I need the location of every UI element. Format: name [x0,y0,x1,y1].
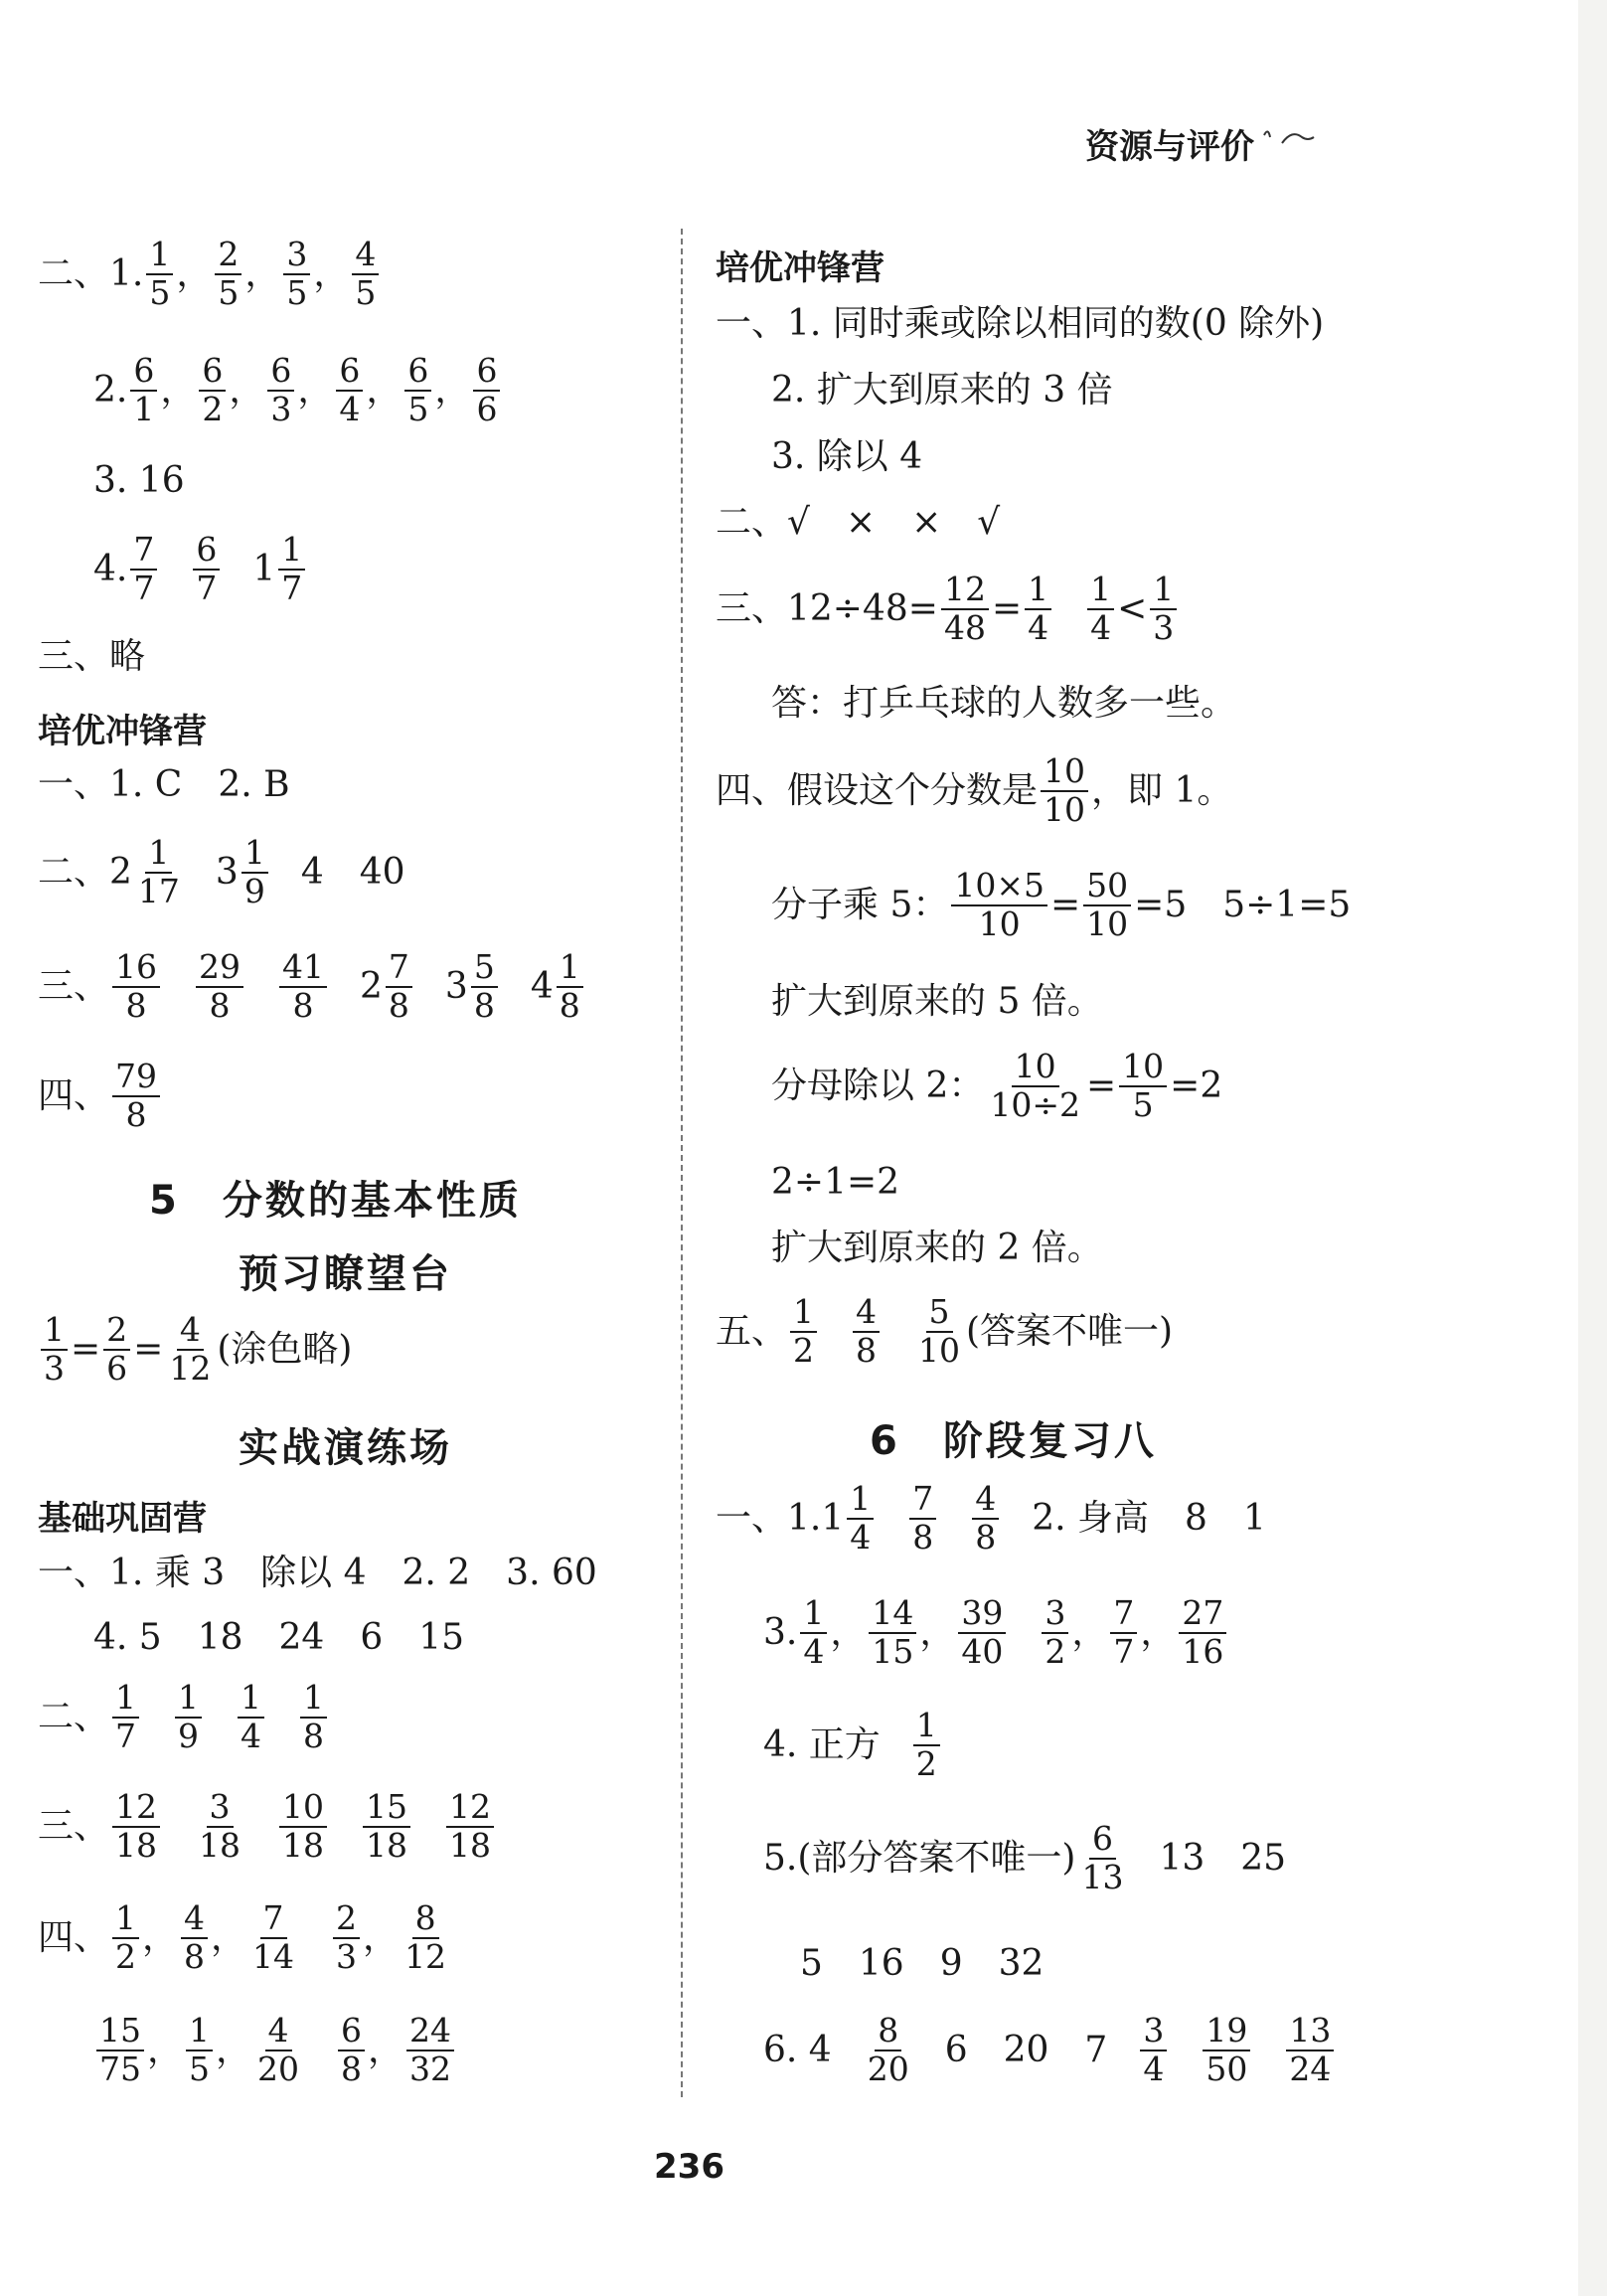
chapter-title: 6 阶段复习八 [870,1418,1157,1464]
fraction: $\frac{6}{3}$ [267,353,294,428]
answer-line: 二、 $\frac{1}{7}$ $\frac{1}{9}$ $\frac{1}{4}$ $\frac{1}{8}$ [38,1680,330,1755]
page-header: 资源与评价 [1085,127,1254,167]
fraction: $\frac{7}{7}$ [1110,1595,1137,1671]
fraction: $\frac{2}{3}$ [333,1900,360,1976]
fraction: $\frac{10}{5}$ [1119,1049,1167,1124]
fraction: $\frac{1}{3}$ [41,1312,68,1388]
answer-line: 4. $\frac{7}{7}$ $\frac{6}{7}$ 1 $\frac{1}{7}$ [93,532,308,607]
fraction: $\frac{10}{18}$ [279,1789,327,1865]
answer-line: 四、 $\frac{79}{8}$ [38,1059,163,1134]
answer-line: 扩大到原来的 2 倍。 [771,1228,1103,1268]
fraction: $\frac{3}{18}$ [199,1787,241,1865]
decorative-flourish-icon [1260,123,1320,153]
fraction: $\frac{2}{5}$ [215,237,241,312]
fraction: $\frac{1}{4}$ [1087,572,1114,647]
answer-line: 一、1. 乘 3 除以 4 2. 2 3. 60 [38,1553,597,1593]
fraction: $\frac{8}{20}$ [867,2011,909,2088]
fraction: $\frac{6}{13}$ [1081,1819,1124,1896]
answer-line: $\frac{15}{75}$ ， $\frac{1}{5}$ ， $\frac{4}{20}$ $\frac{6}{8}$ ， $\frac{24}{32}$ [93,2013,457,2088]
fraction: $\frac{1}{17}$ [137,833,180,910]
fraction: $\frac{6}{1}$ [130,353,157,428]
answer-line: 五、 $\frac{1}{2}$ $\frac{4}{8}$ $\frac{5}{10}$ (答案不唯一) [716,1292,1174,1370]
fraction: $\frac{1}{5}$ [146,237,173,312]
fraction: $\frac{5}{10}$ [918,1292,961,1370]
answer-line: 四、 $\frac{1}{2}$ ， $\frac{4}{8}$ ， $\frac{7}{14}$ $\frac{2}{3}$ ， $\frac{8}{12}$ [38,1900,452,1976]
fraction: $\frac{6}{2}$ [199,353,226,428]
fraction: $\frac{27}{16}$ [1179,1595,1226,1671]
fraction: $\frac{7}{8}$ [386,949,412,1025]
fraction: $\frac{39}{40}$ [958,1595,1006,1671]
answer-line: 答：打乒乓球的人数多一些。 [771,683,1237,724]
page-number: 236 [654,2147,724,2187]
fraction: $\frac{7}{7}$ [130,532,157,607]
fraction: $\frac{6}{4}$ [336,353,363,428]
answer-line: 二、 2 $\frac{1}{17}$ 3 $\frac{1}{9}$ 4 40 [38,833,405,910]
fraction: $\frac{1}{7}$ [278,532,305,607]
answer-line: $\frac{1}{3}$ = $\frac{2}{6}$ = $\frac{4}{12}$ (涂色略) [38,1312,352,1388]
fraction: $\frac{10}{10}$ [1041,753,1088,829]
fraction: $\frac{16}{8}$ [112,949,160,1025]
fraction: $\frac{1}{8}$ [557,949,583,1025]
fraction: $\frac{1}{4}$ [847,1481,874,1557]
fraction: $\frac{3}{2}$ [1042,1595,1068,1671]
fraction: $\frac{15}{18}$ [363,1789,410,1865]
answer-line: 一、1. 1 $\frac{1}{4}$ $\frac{7}{8}$ $\frac{4}{8}$ 2. 身高 8 1 [716,1479,1266,1557]
fraction: $\frac{29}{8}$ [196,949,243,1025]
answer-line: 5 16 9 32 [800,1943,1045,1984]
answer-line: 三、 $\frac{16}{8}$ $\frac{29}{8}$ $\frac{41}{8}$ 2 $\frac{7}{8}$ 3 $\frac{5}{8}$ 4 $\frac{1}{8}$ [38,949,586,1025]
fraction: $\frac{8}{12}$ [404,1898,447,1976]
answer-line: 一、1. 同时乘或除以相同的数(0 除外) [716,303,1325,344]
fraction: $\frac{7}{14}$ [252,1898,295,1976]
fraction: $\frac{1}{9}$ [241,835,268,910]
answer-line: 二、√ × × √ [716,502,1001,543]
fraction: $\frac{10}{10\div 2}$ [990,1047,1080,1124]
fraction: $\frac{1}{5}$ [186,2013,213,2088]
answer-line: 2. $\frac{6}{1}$ ， $\frac{6}{2}$ ， $\frac{6}{3}$ ， $\frac{6}{4}$ ， $\frac{6}{5}$ ， $\frac{6}{6}$ [93,353,503,428]
fraction: $\frac{1}{4}$ [238,1680,264,1755]
fraction: $\frac{1}{7}$ [112,1680,139,1755]
section-heading: 培优冲锋营 [38,712,207,751]
fraction: $\frac{1}{4}$ [1025,572,1051,647]
fraction: $\frac{1}{4}$ [800,1595,827,1671]
answer-line: 三、略 [38,636,146,677]
fraction: $\frac{12}{18}$ [446,1789,494,1865]
answer-line: 3. 除以 4 [771,436,923,477]
fraction: $\frac{24}{32}$ [406,2013,454,2088]
answer-line: 5.(部分答案不唯一) $\frac{6}{13}$ 13 25 [763,1819,1287,1896]
fraction: $\frac{19}{50}$ [1203,2013,1250,2088]
column-divider [681,229,683,2097]
answer-line: 三、 $\frac{12}{18}$ $\frac{3}{18}$ $\frac{10}{18}$ $\frac{15}{18}$ $\frac{12}{18}$ [38,1789,497,1865]
fraction: $\frac{15}{75}$ [96,2013,144,2088]
fraction: $\frac{4}{12}$ [169,1310,212,1388]
answer-line: 2. 扩大到原来的 3 倍 [771,370,1113,410]
answer-line: 3. 16 [93,460,185,501]
answer-line: 6. 4 $\frac{8}{20}$ 6 20 7 $\frac{3}{4}$ $\frac{19}{50}$ $\frac{13}{24}$ [763,2013,1337,2088]
fraction: $\frac{4}{8}$ [972,1481,999,1557]
fraction: $\frac{12}{48}$ [941,572,989,647]
fraction: $\frac{1}{3}$ [1150,572,1177,647]
fraction: $\frac{6}{6}$ [473,353,500,428]
answer-line: 4. 正方 $\frac{1}{2}$ [763,1708,943,1783]
answer-line: 2÷1=2 [771,1162,900,1203]
fraction: $\frac{6}{5}$ [404,353,431,428]
fraction: $\frac{13}{24}$ [1286,2013,1334,2088]
section-heading: 培优冲锋营 [716,248,884,288]
answer-line: 四、假设这个分数是 $\frac{10}{10}$ ，即 1。 [716,751,1233,829]
fraction: $\frac{12}{18}$ [112,1789,160,1865]
section-heading: 基础巩固营 [38,1499,207,1539]
fraction: $\frac{1}{2}$ [112,1900,139,1976]
answer-line: 分母除以 2： $\frac{10}{10\div 2}$ = $\frac{10}{5}$ =2 [771,1047,1223,1124]
subsection-title: 预习瞭望台 [239,1251,452,1297]
fraction: $\frac{41}{8}$ [279,949,327,1025]
fraction: $\frac{5}{8}$ [471,949,498,1025]
answer-line: 4. 5 18 24 6 15 [93,1617,465,1658]
fraction: $\frac{79}{8}$ [112,1059,160,1134]
fraction: $\frac{50}{10}$ [1083,868,1131,943]
fraction: $\frac{4}{5}$ [352,237,379,312]
fraction: $\frac{10\times 5}{10}$ [951,868,1047,943]
chapter-title: 5 分数的基本性质 [149,1178,522,1224]
answer-line: 一、1. C 2. B [38,764,290,805]
answer-line: 分子乘 5： $\frac{10\times 5}{10}$ = $\frac{50}{10}$ =5 5÷1=5 [771,866,1352,943]
fraction: $\frac{2}{6}$ [103,1312,130,1388]
fraction: $\frac{1}{2}$ [790,1294,817,1370]
fraction: $\frac{1}{8}$ [300,1680,327,1755]
fraction: $\frac{3}{5}$ [283,237,310,312]
fraction: $\frac{14}{15}$ [869,1595,916,1671]
fraction: $\frac{7}{8}$ [909,1481,936,1557]
answer-line: 3. $\frac{1}{4}$ ， $\frac{14}{15}$ ， $\frac{39}{40}$ $\frac{3}{2}$ ， $\frac{7}{7}$ ， $\frac{27}{16}$ [763,1595,1229,1671]
fraction: $\frac{4}{8}$ [181,1900,208,1976]
answer-line: 扩大到原来的 5 倍。 [771,981,1103,1022]
fraction: $\frac{6}{8}$ [338,2013,365,2088]
fraction: $\frac{1}{2}$ [913,1708,940,1783]
subsection-title: 实战演练场 [239,1425,452,1471]
fraction: $\frac{1}{9}$ [175,1680,202,1755]
fraction: $\frac{4}{20}$ [257,2011,300,2088]
fraction: $\frac{6}{7}$ [193,532,220,607]
fraction: $\frac{4}{8}$ [853,1294,880,1370]
answer-line: 二、1. $\frac{1}{5}$ ， $\frac{2}{5}$ ， $\frac{3}{5}$ ， $\frac{4}{5}$ [38,237,382,312]
answer-line: 三、12÷48= $\frac{12}{48}$ = $\frac{1}{4}$ $\frac{1}{4}$ < $\frac{1}{3}$ [716,572,1180,647]
fraction: $\frac{3}{4}$ [1140,2013,1167,2088]
